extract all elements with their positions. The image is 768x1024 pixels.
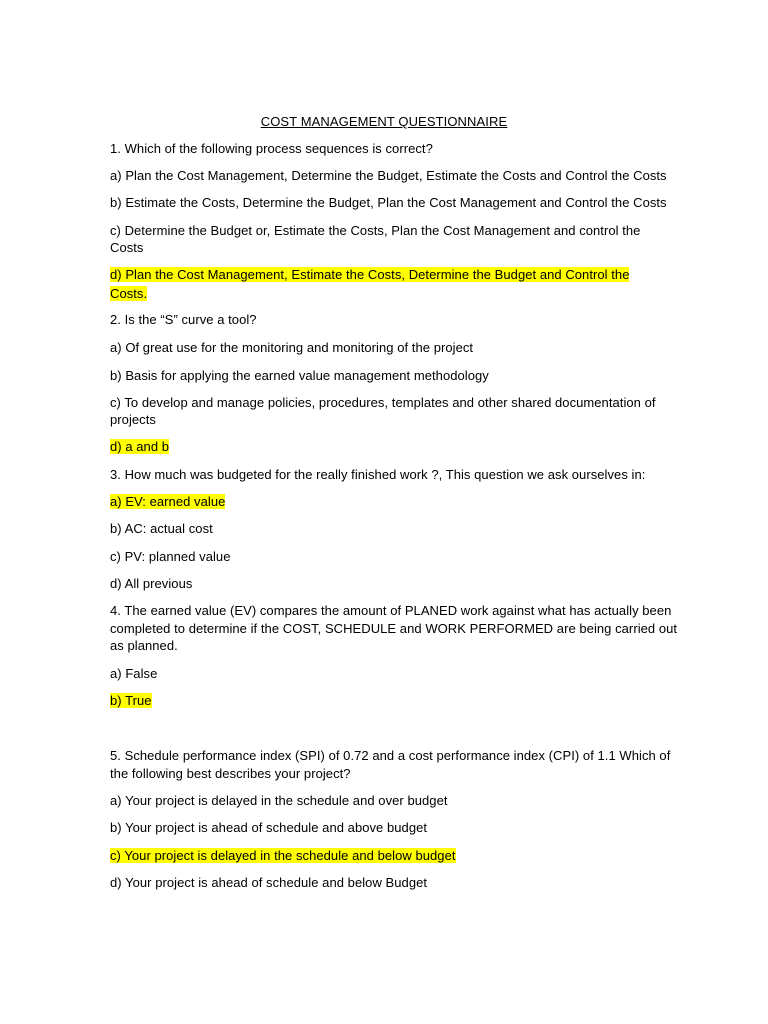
document-title: COST MANAGEMENT QUESTIONNAIRE xyxy=(260,114,508,129)
question-4-option-b xyxy=(110,692,660,710)
question-2-text: 2. Is the “S” curve a tool? xyxy=(110,312,257,327)
question-2-option-a: a) Of great use for the monitoring and monitoring of the project xyxy=(110,340,474,355)
question-5-text-line-2: the following best describes your project? xyxy=(110,766,351,781)
highlighted-answer: c) Your project is delayed in the schedule and below budget xyxy=(110,848,456,863)
question-3-option-c: c) PV: planned value xyxy=(110,549,231,564)
question-4-option-a: a) False xyxy=(110,666,158,681)
question-5-option-c xyxy=(110,847,660,865)
question-2-option-c: c) To develop and manage policies, procedures, templates and other shared documentation of xyxy=(110,395,656,410)
question-2-option-b: b) Basis for applying the earned value management methodology xyxy=(110,368,489,383)
highlighted-answer: Costs. xyxy=(110,286,148,301)
question-5-text-line-1: 5. Schedule performance index (SPI) of 0.72 and a cost performance index (CPI) of 1.1 Which of xyxy=(110,748,671,763)
question-4-text-line-3: as planned. xyxy=(110,638,178,653)
question-3-text: 3. How much was budgeted for the really finished work ?, This question we ask ourselves in: xyxy=(110,467,646,482)
question-5-option-a: a) Your project is delayed in the schedule and over budget xyxy=(110,793,448,808)
highlighted-answer: b) True xyxy=(110,693,152,708)
question-1-text: 1. Which of the following process sequences is correct? xyxy=(110,141,433,156)
question-4-text-line-2: completed to determine if the COST, SCHEDULE and WORK PERFORMED are being carried out xyxy=(110,621,678,636)
question-1-option-d-cont xyxy=(110,285,660,303)
highlighted-answer: d) Plan the Cost Management, Estimate the Costs, Determine the Budget and Control the xyxy=(110,267,630,282)
highlighted-answer: a) EV: earned value xyxy=(110,494,226,509)
question-3-option-d: d) All previous xyxy=(110,576,193,591)
question-2-option-c-cont: projects xyxy=(110,412,156,427)
question-4-text-line-1: 4. The earned value (EV) compares the amount of PLANED work against what has actually been xyxy=(110,603,672,618)
question-5-option-d: d) Your project is ahead of schedule and below Budget xyxy=(110,875,428,890)
highlighted-answer: d) a and b xyxy=(110,439,170,454)
question-3-option-a xyxy=(110,493,660,511)
question-1-option-d xyxy=(110,266,660,284)
question-3-option-b: b) AC: actual cost xyxy=(110,521,213,536)
question-1-option-b: b) Estimate the Costs, Determine the Budget, Plan the Cost Management and Control the Costs xyxy=(110,195,667,210)
question-5-option-b: b) Your project is ahead of schedule and above budget xyxy=(110,820,428,835)
question-1-option-c: c) Determine the Budget or, Estimate the Costs, Plan the Cost Management and control the xyxy=(110,223,641,238)
question-2-option-d xyxy=(110,438,660,456)
question-1-option-a: a) Plan the Cost Management, Determine the Budget, Estimate the Costs and Control the Costs xyxy=(110,168,667,183)
question-1-option-c-cont: Costs xyxy=(110,240,144,255)
